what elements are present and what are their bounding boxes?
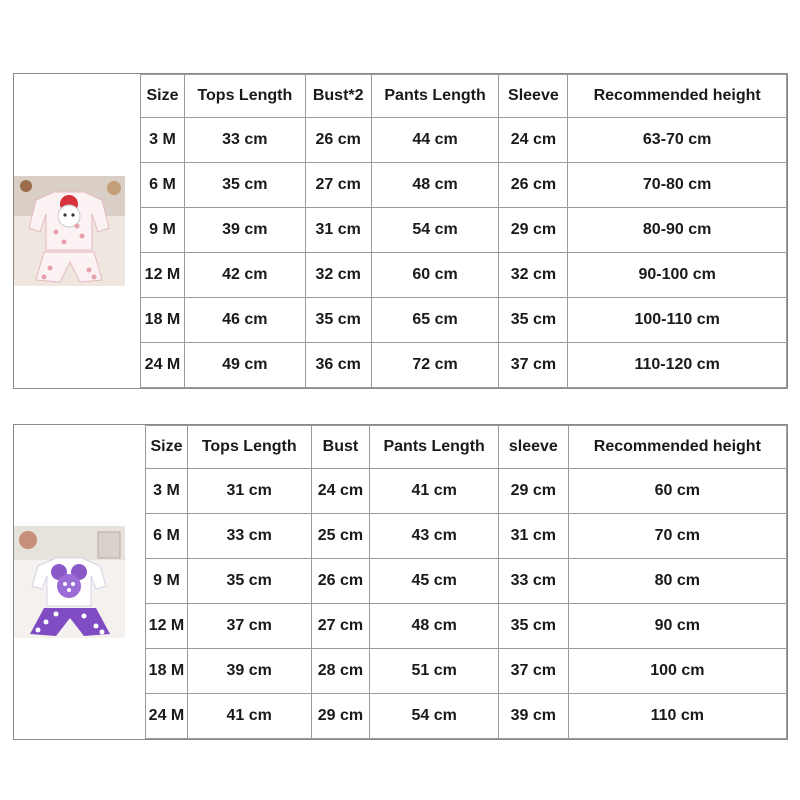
table-cell: 49 cm: [184, 343, 305, 388]
table-row: [141, 163, 787, 208]
table-cell: 26 cm: [311, 559, 370, 604]
table-cell: 45 cm: [370, 559, 499, 604]
table-row: [146, 649, 787, 694]
column-header: Recommended height: [568, 426, 786, 469]
table-cell: 80-90 cm: [568, 208, 787, 253]
table-cell: 35 cm: [187, 559, 311, 604]
table-cell: 44 cm: [371, 118, 499, 163]
table-cell: 60 cm: [568, 469, 786, 514]
table-cell: 41 cm: [187, 694, 311, 739]
table-cell: 24 cm: [499, 118, 568, 163]
table-cell: 72 cm: [371, 343, 499, 388]
table-row: [141, 253, 787, 298]
table-cell: 6 M: [141, 163, 185, 208]
column-header: Bust*2: [305, 75, 371, 118]
table-cell: 29 cm: [498, 469, 568, 514]
table-cell: 33 cm: [184, 118, 305, 163]
size-chart-2: [13, 424, 788, 740]
table-cell: 27 cm: [305, 163, 371, 208]
table-cell: 28 cm: [311, 649, 370, 694]
table-cell: 9 M: [141, 208, 185, 253]
table-cell: 39 cm: [184, 208, 305, 253]
table-cell: 32 cm: [499, 253, 568, 298]
table-cell: 12 M: [146, 604, 188, 649]
table-cell: 25 cm: [311, 514, 370, 559]
table-cell: 60 cm: [371, 253, 499, 298]
table-cell: 24 cm: [311, 469, 370, 514]
table-cell: 27 cm: [311, 604, 370, 649]
table-cell: 70 cm: [568, 514, 786, 559]
table-cell: 80 cm: [568, 559, 786, 604]
table-cell: 39 cm: [498, 694, 568, 739]
table-cell: 26 cm: [305, 118, 371, 163]
table-cell: 110-120 cm: [568, 343, 787, 388]
table-row: [141, 298, 787, 343]
table-cell: 37 cm: [498, 649, 568, 694]
table-cell: 90 cm: [568, 604, 786, 649]
table-header-row: [141, 75, 787, 118]
size-chart-1: [13, 73, 788, 389]
table-row: [146, 514, 787, 559]
table-cell: 51 cm: [370, 649, 499, 694]
column-header: Tops Length: [184, 75, 305, 118]
column-header: sleeve: [498, 426, 568, 469]
column-header: Pants Length: [370, 426, 499, 469]
column-header: Size: [141, 75, 185, 118]
table-cell: 35 cm: [499, 298, 568, 343]
table-cell: 41 cm: [370, 469, 499, 514]
table-cell: 31 cm: [305, 208, 371, 253]
table-cell: 26 cm: [499, 163, 568, 208]
table-cell: 43 cm: [370, 514, 499, 559]
column-header: Tops Length: [187, 426, 311, 469]
table-cell: 33 cm: [187, 514, 311, 559]
table-header-row: [146, 426, 787, 469]
table-cell: 48 cm: [370, 604, 499, 649]
table-row: [141, 208, 787, 253]
column-header: Bust: [311, 426, 370, 469]
purple-outfit-product-image: [14, 526, 125, 638]
table-cell: 33 cm: [498, 559, 568, 604]
table-cell: 46 cm: [184, 298, 305, 343]
table-cell: 6 M: [146, 514, 188, 559]
table-row: [141, 118, 787, 163]
table-cell: 31 cm: [498, 514, 568, 559]
table-cell: 54 cm: [370, 694, 499, 739]
table-cell: 9 M: [146, 559, 188, 604]
table-cell: 35 cm: [184, 163, 305, 208]
table-cell: 3 M: [141, 118, 185, 163]
table-cell: 90-100 cm: [568, 253, 787, 298]
table-cell: 31 cm: [187, 469, 311, 514]
table-cell: 32 cm: [305, 253, 371, 298]
table-cell: 63-70 cm: [568, 118, 787, 163]
table-cell: 29 cm: [499, 208, 568, 253]
table-row: [146, 559, 787, 604]
table-cell: 24 M: [141, 343, 185, 388]
size-table-2: [145, 425, 787, 739]
size-table-1: [140, 74, 787, 388]
table-cell: 70-80 cm: [568, 163, 787, 208]
table-cell: 37 cm: [187, 604, 311, 649]
table-cell: 36 cm: [305, 343, 371, 388]
table-cell: 110 cm: [568, 694, 786, 739]
table-cell: 65 cm: [371, 298, 499, 343]
column-header: Recommended height: [568, 75, 787, 118]
table-row: [146, 604, 787, 649]
table-row: [146, 469, 787, 514]
table-cell: 3 M: [146, 469, 188, 514]
table-cell: 35 cm: [498, 604, 568, 649]
table-cell: 24 M: [146, 694, 188, 739]
table-cell: 18 M: [141, 298, 185, 343]
table-cell: 39 cm: [187, 649, 311, 694]
table-cell: 18 M: [146, 649, 188, 694]
column-header: Pants Length: [371, 75, 499, 118]
table-cell: 12 M: [141, 253, 185, 298]
column-header: Sleeve: [499, 75, 568, 118]
table-cell: 100 cm: [568, 649, 786, 694]
table-cell: 35 cm: [305, 298, 371, 343]
table-row: [141, 343, 787, 388]
table-cell: 54 cm: [371, 208, 499, 253]
table-cell: 100-110 cm: [568, 298, 787, 343]
column-header: Size: [146, 426, 188, 469]
pink-pajama-product-image: [14, 176, 125, 286]
table-cell: 37 cm: [499, 343, 568, 388]
table-row: [146, 694, 787, 739]
table-cell: 29 cm: [311, 694, 370, 739]
table-cell: 42 cm: [184, 253, 305, 298]
table-cell: 48 cm: [371, 163, 499, 208]
